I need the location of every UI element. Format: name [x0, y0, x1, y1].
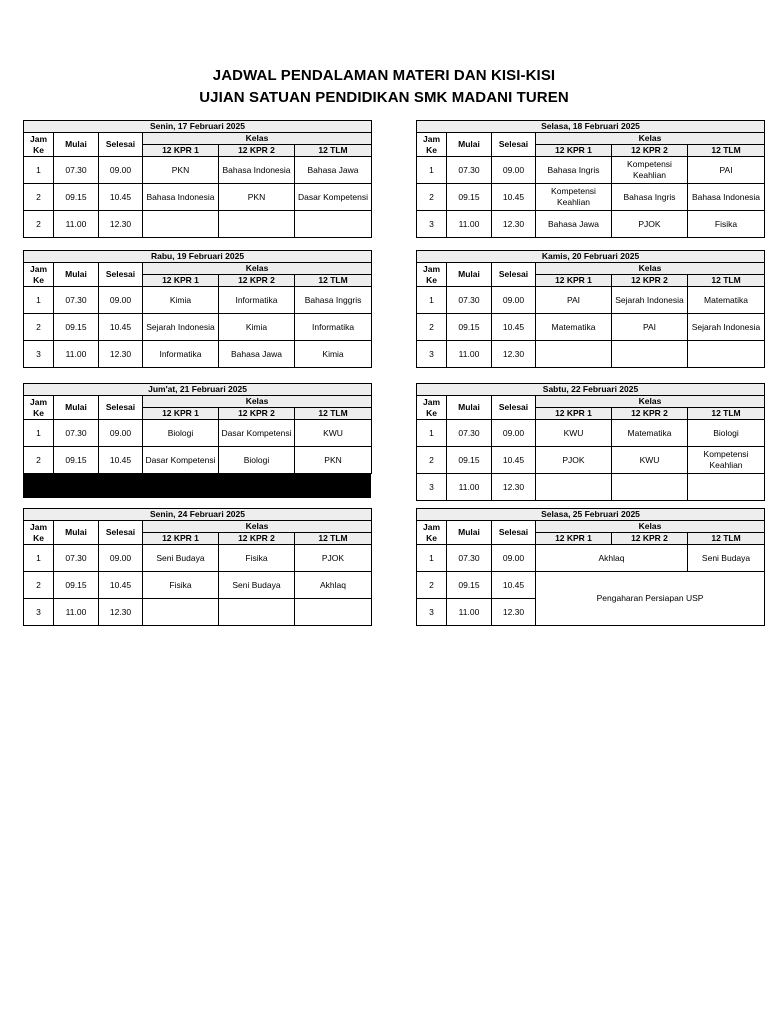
cell-selesai: 10.45 — [99, 314, 143, 341]
cell-kpr1: Fisika — [143, 572, 219, 599]
cell-ke: 1 — [24, 420, 54, 447]
col-header-mulai: Mulai — [54, 521, 99, 545]
cell-ke: 1 — [24, 157, 54, 184]
cell-kpr2 — [612, 474, 688, 501]
col-header-kpr1: 12 KPR 1 — [143, 145, 219, 157]
cell-mulai: 09.15 — [447, 314, 492, 341]
cell-ke: 2 — [24, 314, 54, 341]
col-header-kpr2: 12 KPR 2 — [612, 408, 688, 420]
cell-merged-kpr: Akhlaq — [536, 545, 688, 572]
col-header-mulai: Mulai — [447, 133, 492, 157]
cell-tlm: PJOK — [295, 545, 372, 572]
col-header-jam-ke — [24, 396, 54, 420]
cell-tlm: Kompetensi Keahlian — [688, 447, 765, 474]
cell-kpr2: Seni Budaya — [219, 572, 295, 599]
cell-tlm: Dasar Kompetensi — [295, 184, 372, 211]
table-row — [417, 211, 765, 238]
col-header-kelas: Kelas — [536, 521, 765, 533]
cell-selesai: 12.30 — [99, 211, 143, 238]
schedule-block — [23, 120, 371, 238]
page-subtitle: UJIAN SATUAN PENDIDIKAN SMK MADANI TUREN — [199, 89, 569, 106]
col-header-kpr2: 12 KPR 2 — [612, 533, 688, 545]
cell-ke: 2 — [417, 184, 447, 211]
table-row — [24, 184, 372, 211]
header-jam: Jam — [29, 521, 47, 532]
cell-selesai: 10.45 — [99, 447, 143, 474]
cell-selesai: 10.45 — [492, 314, 536, 341]
cell-kpr2: PKN — [219, 184, 295, 211]
col-header-kpr2: 12 KPR 2 — [612, 145, 688, 157]
schedule-table — [23, 508, 372, 626]
header-jam: Jam — [422, 263, 440, 274]
cell-selesai: 10.45 — [99, 184, 143, 211]
cell-selesai: 12.30 — [492, 211, 536, 238]
col-header-selesai: Selesai — [99, 521, 143, 545]
day-header: Jum'at, 21 Februari 2025 — [24, 384, 372, 396]
col-header-kelas: Kelas — [143, 521, 372, 533]
col-header-jam-ke — [24, 263, 54, 287]
cell-selesai: 10.45 — [99, 572, 143, 599]
schedule-table — [23, 383, 372, 474]
col-header-tlm: 12 TLM — [688, 533, 765, 545]
col-header-jam-ke — [417, 396, 447, 420]
cell-mulai: 09.15 — [54, 314, 99, 341]
cell-kpr1: Bahasa Ingris — [536, 157, 612, 184]
col-header-tlm: 12 TLM — [295, 408, 372, 420]
col-header-mulai: Mulai — [447, 263, 492, 287]
cell-kpr1 — [143, 211, 219, 238]
cell-mulai: 11.00 — [54, 211, 99, 238]
cell-kpr2: Informatika — [219, 287, 295, 314]
cell-tlm: Bahasa Indonesia — [688, 184, 765, 211]
cell-kpr1: Seni Budaya — [143, 545, 219, 572]
table-row — [24, 287, 372, 314]
header-ke: Ke — [33, 407, 44, 418]
cell-selesai: 09.00 — [99, 420, 143, 447]
col-header-tlm: 12 TLM — [688, 145, 765, 157]
col-header-kpr2: 12 KPR 2 — [219, 275, 295, 287]
header-ke: Ke — [33, 532, 44, 543]
col-header-selesai: Selesai — [492, 521, 536, 545]
schedule-table — [23, 250, 372, 368]
col-header-kpr1: 12 KPR 1 — [143, 533, 219, 545]
cell-selesai: 09.00 — [492, 545, 536, 572]
cell-tlm: Akhlaq — [295, 572, 372, 599]
cell-mulai: 09.15 — [447, 572, 492, 599]
cell-tlm: Sejarah Indonesia — [688, 314, 765, 341]
schedule-block — [416, 250, 764, 368]
cell-kpr1: PAI — [536, 287, 612, 314]
cell-mulai: 07.30 — [447, 287, 492, 314]
col-header-tlm: 12 TLM — [295, 145, 372, 157]
table-row — [417, 341, 765, 368]
table-row — [417, 420, 765, 447]
cell-mulai: 11.00 — [447, 211, 492, 238]
cell-selesai: 12.30 — [492, 474, 536, 501]
col-header-kpr1: 12 KPR 1 — [143, 275, 219, 287]
col-header-kelas: Kelas — [536, 396, 765, 408]
cell-ke: 3 — [417, 341, 447, 368]
cell-tlm: Biologi — [688, 420, 765, 447]
col-header-jam-ke — [24, 133, 54, 157]
col-header-selesai: Selesai — [99, 133, 143, 157]
cell-mulai: 11.00 — [447, 599, 492, 626]
cell-ke: 1 — [417, 287, 447, 314]
cell-ke: 3 — [417, 474, 447, 501]
col-header-mulai: Mulai — [54, 263, 99, 287]
cell-mulai: 11.00 — [447, 474, 492, 501]
cell-tlm: PKN — [295, 447, 372, 474]
table-row — [24, 314, 372, 341]
day-header: Selasa, 18 Februari 2025 — [417, 121, 765, 133]
cell-ke: 1 — [417, 545, 447, 572]
col-header-kpr1: 12 KPR 1 — [536, 275, 612, 287]
col-header-tlm: 12 TLM — [688, 408, 765, 420]
table-row — [24, 447, 372, 474]
schedule-block — [23, 508, 371, 626]
cell-mulai: 09.15 — [54, 184, 99, 211]
table-row — [417, 572, 765, 599]
cell-mulai: 09.15 — [447, 184, 492, 211]
cell-tlm: Bahasa Jawa — [295, 157, 372, 184]
cell-ke: 2 — [417, 447, 447, 474]
cell-selesai: 12.30 — [99, 599, 143, 626]
cell-kpr2: Dasar Kompetensi — [219, 420, 295, 447]
cell-selesai: 09.00 — [492, 287, 536, 314]
day-header: Kamis, 20 Februari 2025 — [417, 251, 765, 263]
cell-tlm — [688, 474, 765, 501]
col-header-selesai: Selesai — [492, 396, 536, 420]
table-row — [417, 184, 765, 211]
cell-ke: 1 — [417, 157, 447, 184]
col-header-kpr1: 12 KPR 1 — [536, 408, 612, 420]
table-row — [24, 211, 372, 238]
cell-kpr2: Kompetensi Keahlian — [612, 157, 688, 184]
schedule-table — [416, 383, 765, 501]
schedule-table — [416, 120, 765, 238]
schedule-block — [23, 383, 371, 498]
cell-mulai: 07.30 — [54, 287, 99, 314]
col-header-mulai: Mulai — [447, 521, 492, 545]
table-row — [417, 545, 765, 572]
cell-mulai: 11.00 — [54, 341, 99, 368]
cell-ke: 3 — [417, 211, 447, 238]
col-header-selesai: Selesai — [492, 263, 536, 287]
cell-kpr1 — [536, 341, 612, 368]
cell-mulai: 07.30 — [54, 545, 99, 572]
cell-kpr2: Kimia — [219, 314, 295, 341]
cell-ke: 2 — [417, 314, 447, 341]
cell-kpr1: Sejarah Indonesia — [143, 314, 219, 341]
cell-kpr2: Biologi — [219, 447, 295, 474]
cell-ke: 1 — [24, 545, 54, 572]
col-header-selesai: Selesai — [99, 263, 143, 287]
table-row — [24, 341, 372, 368]
col-header-kelas: Kelas — [536, 263, 765, 275]
cell-kpr1: Matematika — [536, 314, 612, 341]
cell-kpr2: Matematika — [612, 420, 688, 447]
col-header-jam-ke — [417, 133, 447, 157]
col-header-mulai: Mulai — [54, 396, 99, 420]
cell-mulai: 07.30 — [447, 420, 492, 447]
cell-ke: 1 — [24, 287, 54, 314]
cell-kpr2: Bahasa Jawa — [219, 341, 295, 368]
header-jam: Jam — [29, 133, 47, 144]
cell-selesai: 09.00 — [99, 545, 143, 572]
cell-kpr1: KWU — [536, 420, 612, 447]
cell-selesai: 09.00 — [492, 157, 536, 184]
cell-kpr2: KWU — [612, 447, 688, 474]
cell-mulai: 07.30 — [447, 545, 492, 572]
col-header-kpr1: 12 KPR 1 — [536, 533, 612, 545]
col-header-kpr2: 12 KPR 2 — [219, 408, 295, 420]
cell-kpr1: Kompetensi Keahlian — [536, 184, 612, 211]
schedule-block — [416, 120, 764, 238]
cell-kpr2: Bahasa Ingris — [612, 184, 688, 211]
cell-kpr1: Bahasa Jawa — [536, 211, 612, 238]
cell-ke: 2 — [24, 211, 54, 238]
cell-selesai: 09.00 — [492, 420, 536, 447]
col-header-jam-ke — [24, 521, 54, 545]
table-row — [24, 572, 372, 599]
header-ke: Ke — [33, 274, 44, 285]
col-header-kelas: Kelas — [143, 133, 372, 145]
cell-selesai: 10.45 — [492, 447, 536, 474]
cell-kpr1: Kimia — [143, 287, 219, 314]
cell-tlm: Informatika — [295, 314, 372, 341]
col-header-mulai: Mulai — [54, 133, 99, 157]
table-row — [417, 447, 765, 474]
col-header-tlm: 12 TLM — [295, 275, 372, 287]
table-row — [24, 599, 372, 626]
table-row — [24, 157, 372, 184]
cell-selesai: 10.45 — [492, 184, 536, 211]
col-header-kpr1: 12 KPR 1 — [536, 145, 612, 157]
header-jam: Jam — [422, 396, 440, 407]
cell-mulai: 09.15 — [447, 447, 492, 474]
cell-mulai: 07.30 — [447, 157, 492, 184]
cell-ke: 2 — [417, 572, 447, 599]
header-jam: Jam — [29, 263, 47, 274]
cell-tlm: Kimia — [295, 341, 372, 368]
cell-kpr2 — [612, 341, 688, 368]
cell-kpr2 — [219, 599, 295, 626]
cell-tlm: Seni Budaya — [688, 545, 765, 572]
cell-kpr1 — [536, 474, 612, 501]
day-header: Sabtu, 22 Februari 2025 — [417, 384, 765, 396]
schedule-table — [416, 508, 765, 626]
cell-mulai: 11.00 — [54, 599, 99, 626]
col-header-jam-ke — [417, 263, 447, 287]
header-jam: Jam — [422, 133, 440, 144]
header-ke: Ke — [426, 407, 437, 418]
cell-selesai: 12.30 — [492, 341, 536, 368]
cell-kpr1: Dasar Kompetensi — [143, 447, 219, 474]
schedule-block — [416, 508, 764, 626]
cell-kpr1: Biologi — [143, 420, 219, 447]
cell-mulai: 07.30 — [54, 420, 99, 447]
schedule-block — [416, 383, 764, 501]
blacked-out-row — [23, 474, 371, 498]
cell-mulai: 07.30 — [54, 157, 99, 184]
schedule-table — [23, 120, 372, 238]
schedule-table — [416, 250, 765, 368]
col-header-kpr1: 12 KPR 1 — [143, 408, 219, 420]
day-header: Selasa, 25 Februari 2025 — [417, 509, 765, 521]
schedule-block — [23, 250, 371, 368]
cell-selesai: 09.00 — [99, 287, 143, 314]
cell-tlm: Fisika — [688, 211, 765, 238]
cell-tlm — [295, 599, 372, 626]
cell-ke: 2 — [24, 447, 54, 474]
col-header-kpr2: 12 KPR 2 — [219, 533, 295, 545]
col-header-kelas: Kelas — [143, 263, 372, 275]
col-header-kpr2: 12 KPR 2 — [219, 145, 295, 157]
cell-ke: 2 — [24, 572, 54, 599]
day-header: Rabu, 19 Februari 2025 — [24, 251, 372, 263]
col-header-kelas: Kelas — [536, 133, 765, 145]
cell-tlm: Matematika — [688, 287, 765, 314]
cell-tlm — [688, 341, 765, 368]
cell-ke: 2 — [24, 184, 54, 211]
header-ke: Ke — [33, 144, 44, 155]
cell-kpr1: Bahasa Indonesia — [143, 184, 219, 211]
cell-kpr1: PKN — [143, 157, 219, 184]
header-ke: Ke — [426, 144, 437, 155]
cell-kpr2: PAI — [612, 314, 688, 341]
cell-kpr2: Sejarah Indonesia — [612, 287, 688, 314]
table-row — [417, 314, 765, 341]
col-header-kelas: Kelas — [143, 396, 372, 408]
cell-mulai: 09.15 — [54, 572, 99, 599]
cell-kpr2: Fisika — [219, 545, 295, 572]
cell-selesai: 10.45 — [492, 572, 536, 599]
header-ke: Ke — [426, 274, 437, 285]
cell-kpr1: Informatika — [143, 341, 219, 368]
cell-kpr1: PJOK — [536, 447, 612, 474]
table-row — [417, 157, 765, 184]
cell-kpr2: Bahasa Indonesia — [219, 157, 295, 184]
col-header-kpr2: 12 KPR 2 — [612, 275, 688, 287]
header-jam: Jam — [29, 396, 47, 407]
col-header-tlm: 12 TLM — [295, 533, 372, 545]
table-row — [417, 287, 765, 314]
cell-tlm: PAI — [688, 157, 765, 184]
col-header-mulai: Mulai — [447, 396, 492, 420]
cell-selesai: 12.30 — [99, 341, 143, 368]
cell-ke: 1 — [417, 420, 447, 447]
cell-selesai: 09.00 — [99, 157, 143, 184]
cell-tlm — [295, 211, 372, 238]
cell-kpr2: PJOK — [612, 211, 688, 238]
cell-kpr1 — [143, 599, 219, 626]
table-row — [24, 545, 372, 572]
day-header: Senin, 24 Februari 2025 — [24, 509, 372, 521]
cell-selesai: 12.30 — [492, 599, 536, 626]
cell-tlm: Bahasa Inggris — [295, 287, 372, 314]
col-header-selesai: Selesai — [99, 396, 143, 420]
cell-mulai: 09.15 — [54, 447, 99, 474]
cell-kpr2 — [219, 211, 295, 238]
col-header-tlm: 12 TLM — [688, 275, 765, 287]
cell-ke: 3 — [24, 599, 54, 626]
col-header-selesai: Selesai — [492, 133, 536, 157]
page-title: JADWAL PENDALAMAN MATERI DAN KISI-KISI — [212, 67, 556, 84]
cell-mulai: 11.00 — [447, 341, 492, 368]
day-header: Senin, 17 Februari 2025 — [24, 121, 372, 133]
cell-tlm: KWU — [295, 420, 372, 447]
header-ke: Ke — [426, 532, 437, 543]
cell-ke: 3 — [24, 341, 54, 368]
table-row — [24, 420, 372, 447]
col-header-jam-ke — [417, 521, 447, 545]
table-row — [417, 474, 765, 501]
header-jam: Jam — [422, 521, 440, 532]
cell-note: Pengaharan Persiapan USP — [536, 572, 765, 626]
cell-ke: 3 — [417, 599, 447, 626]
